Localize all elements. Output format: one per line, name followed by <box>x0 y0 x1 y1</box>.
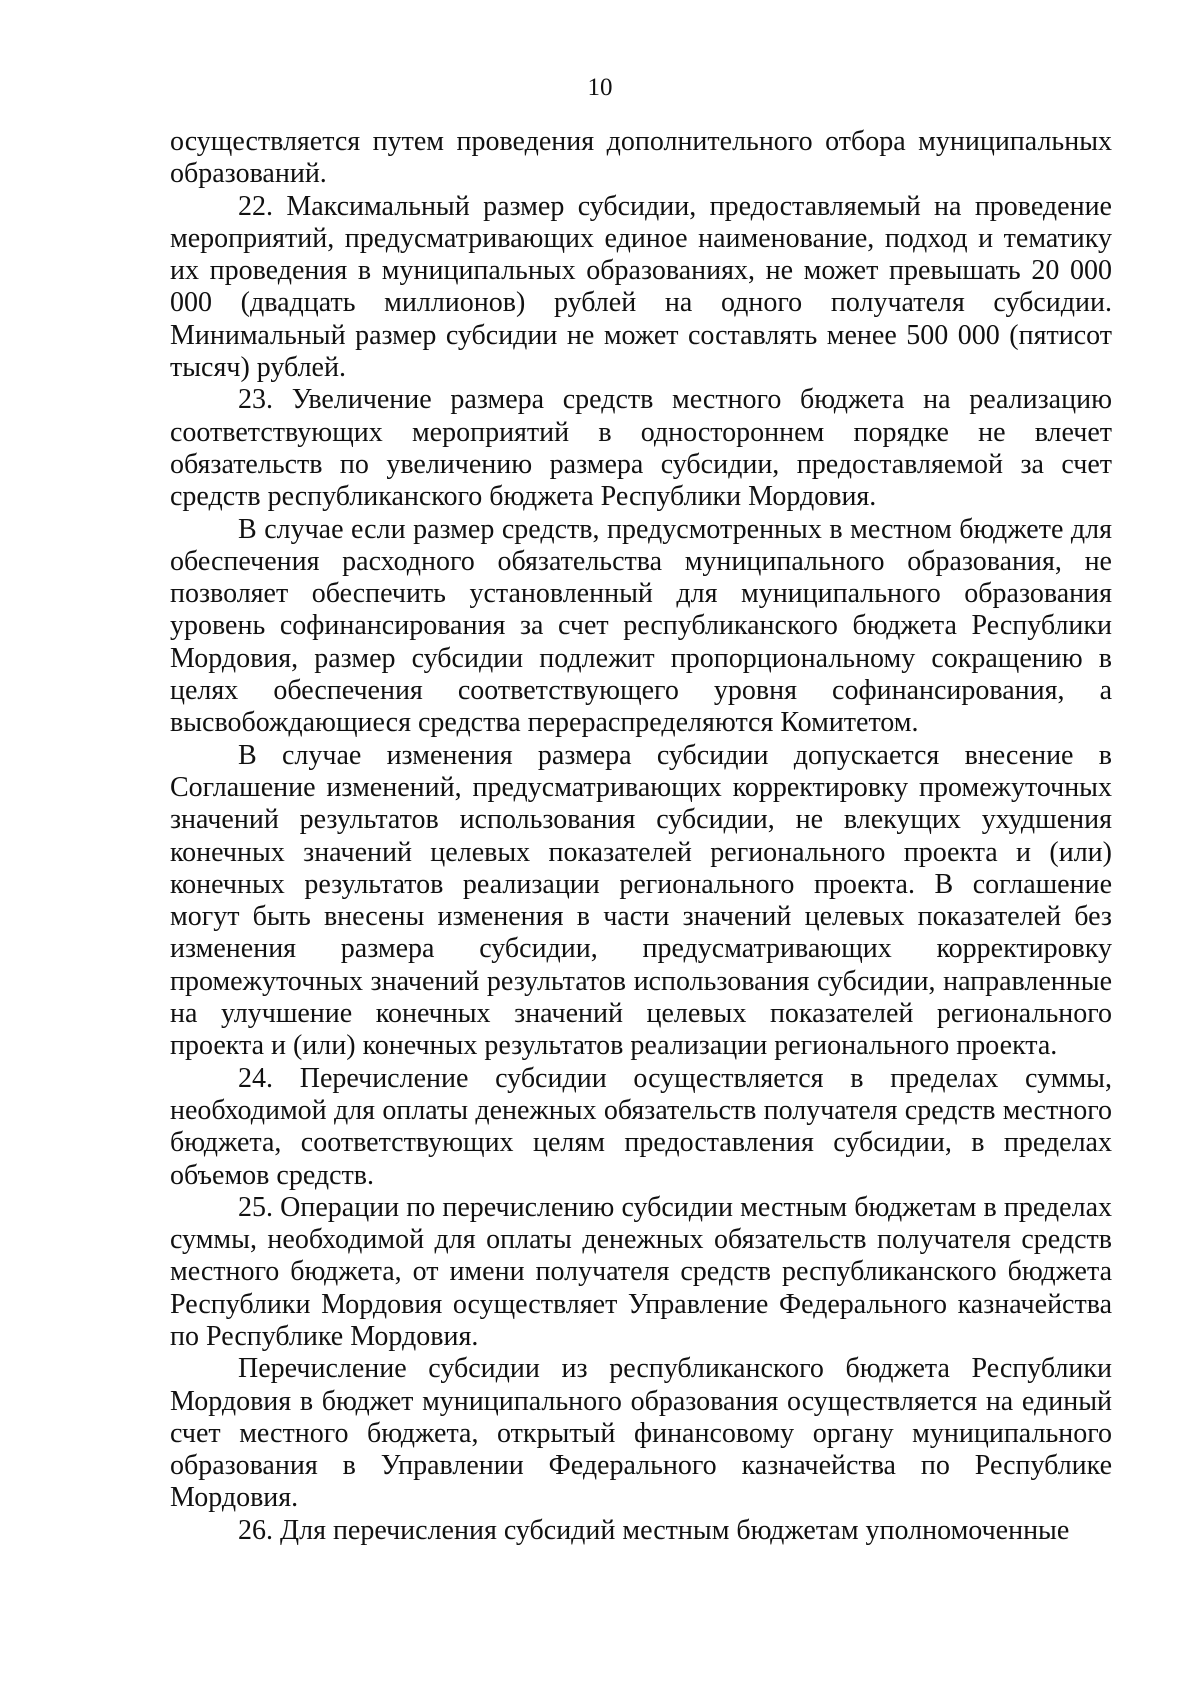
paragraph-26: 26. Для перечисления субсидий местным бюджетам уполномоченные <box>238 1514 1070 1546</box>
document-body <box>170 126 1112 1547</box>
paragraph-22: 22. Максимальный размер субсидии, предоставляемый на проведение мероприятий, предусматривающих единое наименование, подход и тематику их проведения в муниципальных образованиях, не может превышать 20 000 000 (двадцать миллионов) рублей на одного получателя субсидии. Минимальный размер субсидии не может составлять менее 500 000 (пятисот тысяч) рублей. <box>170 190 1112 384</box>
paragraph-continuation: осуществляется путем проведения дополнительного отбора муниципальных образований. <box>170 126 1112 190</box>
page-number: 10 <box>587 74 613 101</box>
paragraph-24: 24. Перечисление субсидии осуществляется в пределах суммы, необходимой для оплаты денежных обязательств получателя средств местного бюджета, соответствующих целям предоставления субсидии, в пределах объемов средств. <box>170 1062 1112 1191</box>
paragraph-25-transfer: Перечисление субсидии из республиканского бюджета Республики Мордовия в бюджет муниципального образования осуществляется на единый счет местного бюджета, открытый финансовому органу муниципального образования в Управлении Федерального казначейства по Республике Мордовия. <box>170 1353 1112 1514</box>
paragraph-23-agreement-changes: В случае изменения размера субсидии допускается внесение в Соглашение изменений, предусматривающих корректировку промежуточных значений результатов использования субсидии, не влекущих ухудшения конечных значений целевых показателей регионального проекта и (или) конечных результатов реализации регионального проекта. В соглашение могут быть внесены изменения в части значений целевых показателей без изменения размера субсидии, предусматривающих корректировку промежуточных значений результатов использования субсидии, направленные на улучшение конечных значений целевых показателей регионального проекта и (или) конечных результатов реализации регионального проекта. <box>170 739 1112 1062</box>
paragraph-25: 25. Операции по перечислению субсидии местным бюджетам в пределах суммы, необходимой для оплаты денежных обязательств получателя средств местного бюджета, от имени получателя средств республиканского бюджета Республики Мордовия осуществляет Управление Федерального казначейства по Республике Мордовия. <box>170 1191 1112 1352</box>
paragraph-23: 23. Увеличение размера средств местного бюджета на реализацию соответствующих мероприятий в одностороннем порядке не влечет обязательств по увеличению размера субсидии, предоставляемой за счет средств республиканского бюджета Республики Мордовия. <box>170 384 1112 513</box>
paragraph-23-cofinancing: В случае если размер средств, предусмотренных в местном бюджете для обеспечения расходного обязательства муниципального образования, не позволяет обеспечить установленный для муниципального образования уровень софинансирования за счет республиканского бюджета Республики Мордовия, размер субсидии подлежит пропорциональному сокращению в целях обеспечения соответствующего уровня софинансирования, а высвобождающиеся средства перераспределяются Комитетом. <box>170 513 1112 739</box>
